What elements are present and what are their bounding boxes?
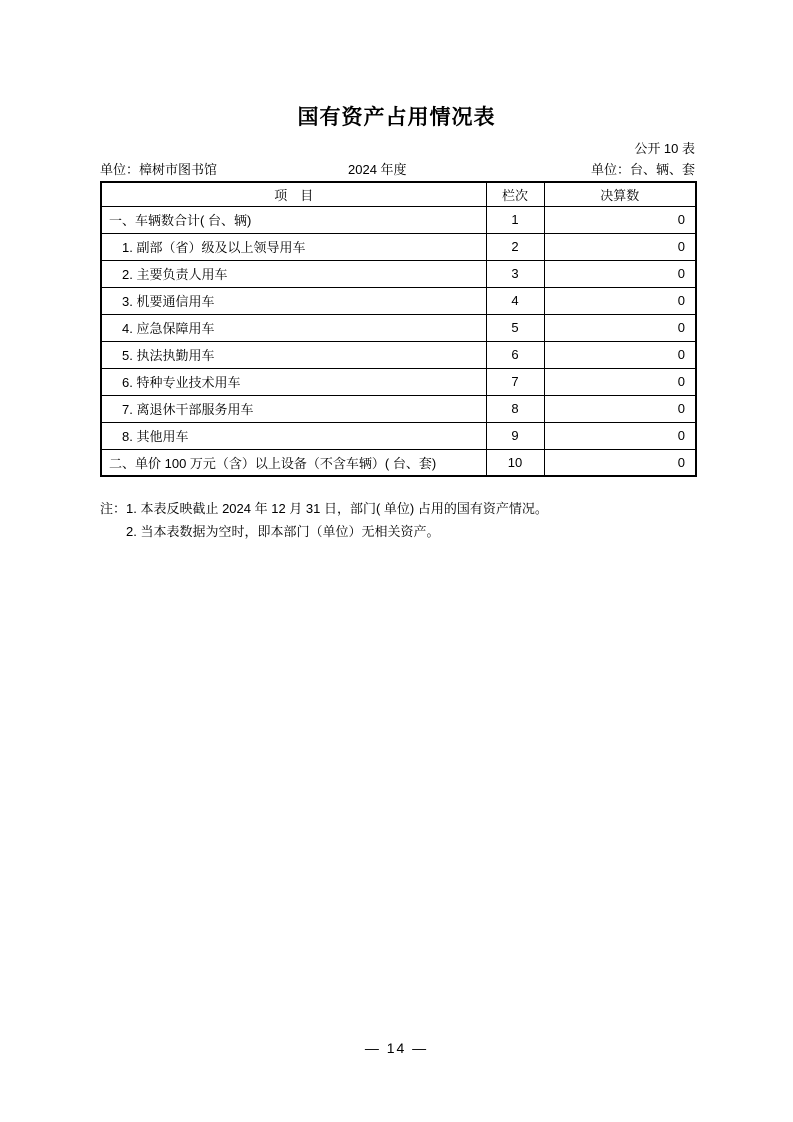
- fiscal-year-label: 2024 年度: [348, 162, 407, 177]
- assets-occupation-table: [100, 181, 697, 477]
- final-accounts-value-cell: 0: [544, 395, 696, 422]
- item-cell: 7. 离退休干部服务用车: [101, 395, 486, 422]
- public-table-label: 公开 10 表: [634, 141, 695, 156]
- notes-label: 注：: [100, 501, 127, 516]
- table-row: [101, 206, 696, 233]
- table-row: [101, 314, 696, 341]
- unit-name-label: 单位：樟树市图书馆: [100, 162, 218, 177]
- column-number-cell: 2: [486, 233, 544, 260]
- item-cell: 5. 执法执勤用车: [101, 341, 486, 368]
- item-cell: 6. 特种专业技术用车: [101, 368, 486, 395]
- final-accounts-value-cell: 0: [544, 260, 696, 287]
- final-accounts-value-cell: 0: [544, 206, 696, 233]
- table-row: [101, 395, 696, 422]
- table-row: [101, 233, 696, 260]
- final-accounts-value-cell: 0: [544, 233, 696, 260]
- column-number-cell: 4: [486, 287, 544, 314]
- column-number-cell: 7: [486, 368, 544, 395]
- column-number-cell: 8: [486, 395, 544, 422]
- final-accounts-value-cell: 0: [544, 449, 696, 476]
- measure-unit-label: 单位：台、辆、套: [590, 162, 695, 177]
- item-cell: 3. 机要通信用车: [101, 287, 486, 314]
- table-row: [101, 449, 696, 476]
- header-column: 栏次: [486, 182, 544, 206]
- notes-lines: [126, 497, 695, 543]
- final-accounts-value-cell: 0: [544, 368, 696, 395]
- table-header-row: [101, 182, 696, 206]
- column-number-cell: 10: [486, 449, 544, 476]
- note-line: 2. 当本表数据为空时，即本部门（单位）无相关资产。: [126, 524, 440, 539]
- final-accounts-value-cell: 0: [544, 341, 696, 368]
- item-cell: 一、车辆数合计( 台、辆): [101, 206, 486, 233]
- item-cell: 8. 其他用车: [101, 422, 486, 449]
- final-accounts-value-cell: 0: [544, 422, 696, 449]
- table-row: [101, 422, 696, 449]
- table-row: [101, 287, 696, 314]
- table-row: [101, 368, 696, 395]
- table-row: [101, 341, 696, 368]
- item-cell: 4. 应急保障用车: [101, 314, 486, 341]
- header-item: 项 目: [101, 182, 486, 206]
- column-number-cell: 6: [486, 341, 544, 368]
- note-line: 1. 本表反映截止 2024 年 12 月 31 日，部门( 单位) 占用的国有资产情况。: [126, 501, 548, 516]
- item-cell: 1. 副部（省）级及以上领导用车: [101, 233, 486, 260]
- item-cell: 二、单价 100 万元（含）以上设备（不含车辆）( 台、套): [101, 449, 486, 476]
- page-title: 国有资产占用情况表: [297, 106, 496, 129]
- table-row: [101, 260, 696, 287]
- meta-row: [100, 159, 695, 177]
- item-cell: 2. 主要负责人用车: [101, 260, 486, 287]
- final-accounts-value-cell: 0: [544, 287, 696, 314]
- column-number-cell: 5: [486, 314, 544, 341]
- final-accounts-value-cell: 0: [544, 314, 696, 341]
- column-number-cell: 1: [486, 206, 544, 233]
- page-number: — 14 —: [364, 1040, 429, 1056]
- column-number-cell: 9: [486, 422, 544, 449]
- table-notes: [100, 497, 695, 543]
- column-number-cell: 3: [486, 260, 544, 287]
- header-value: 决算数: [544, 182, 696, 206]
